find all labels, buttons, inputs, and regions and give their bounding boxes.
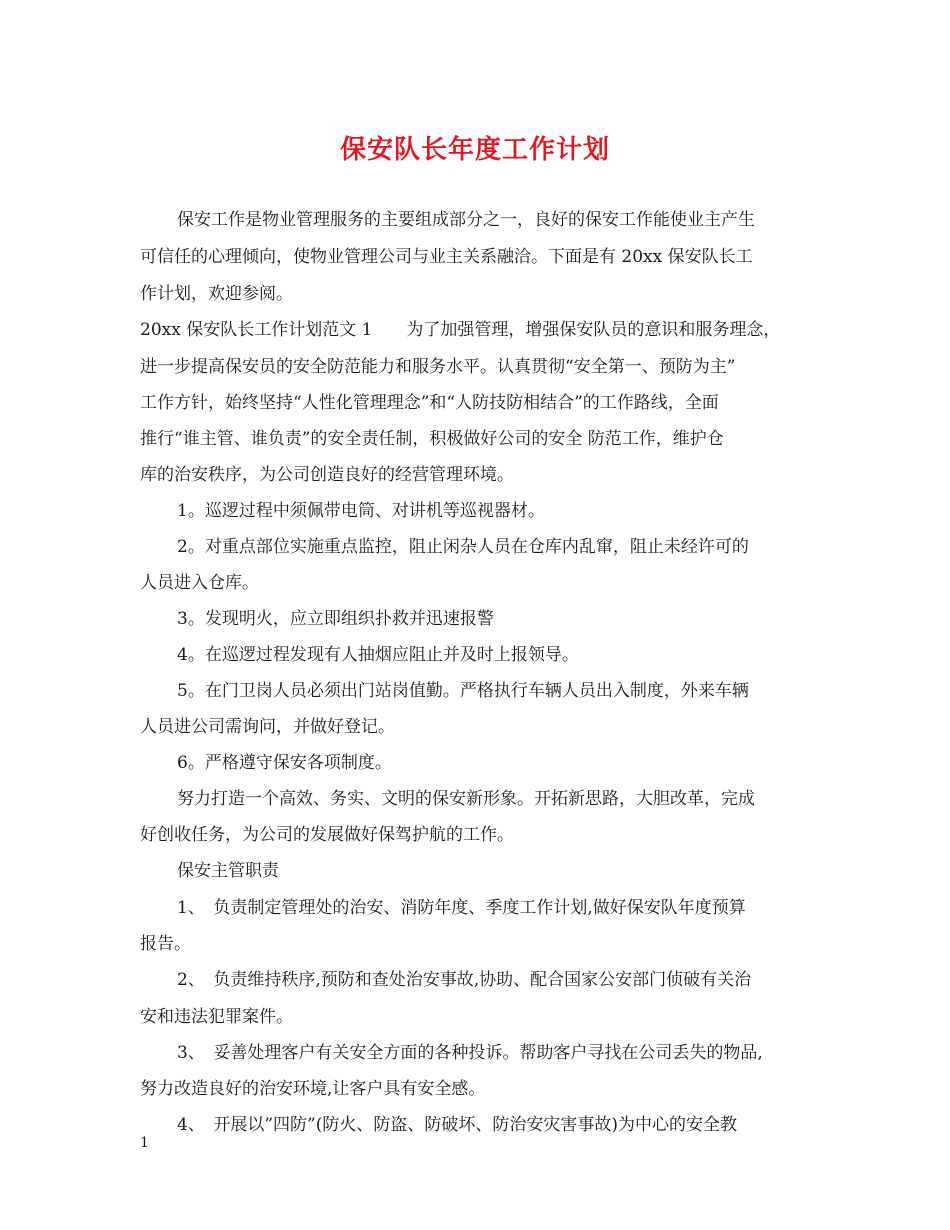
list-item: 6。严格遵守保安各项制度。 <box>177 753 392 773</box>
text-line: 推行“谁主管、谁负责”的安全责任制，积极做好公司的安全 防范工作，维护仓 <box>140 429 724 449</box>
text-line: 人员进入仓库。 <box>140 573 259 593</box>
list-item: 1。巡逻过程中须佩带电筒、对讲机等巡视器材。 <box>177 501 545 521</box>
page-number: 1 <box>140 1135 149 1151</box>
section-heading: 保安主管职责 <box>177 861 279 881</box>
document-title: 保安队长年度工作计划 <box>339 135 610 165</box>
list-item: 5。在门卫岗人员必须出门站岗值勤。严格执行车辆人员出入制度，外来车辆 <box>177 681 749 701</box>
text-line: 库的治安秩序，为公司创造良好的经营管理环境。 <box>140 465 514 485</box>
text-line: 安和违法犯罪案件。 <box>140 1007 293 1027</box>
text-line: 进一步提高保安员的安全防范能力和服务水平。认真贯彻“安全第一、预防为主” <box>140 357 736 377</box>
list-item: 3、 妥善处理客户有关安全方面的各种投诉。帮助客户寻找在公司丢失的物品, <box>177 1043 763 1063</box>
list-item: 4、 开展以”四防”(防火、防盗、防破坏、防治安灾害事故)为中心的安全教 <box>177 1115 737 1135</box>
text-line: 保安工作是物业管理服务的主要组成部分之一，良好的保安工作能使业主产生 <box>177 210 755 230</box>
list-item: 3。发现明火，应立即组织扑救并迅速报警 <box>177 609 494 629</box>
text-line: 努力打造一个高效、务实、文明的保安新形象。开拓新思路，大胆改革，完成 <box>177 789 755 809</box>
text-line: 作计划，欢迎参阅。 <box>140 284 293 304</box>
text-line: 工作方针，始终坚持“人性化管理理念”和“人防技防相结合”的工作路线，全面 <box>140 393 719 413</box>
text-line: 报告。 <box>140 934 191 954</box>
list-item: 2。对重点部位实施重点监控，阻止闲杂人员在仓库内乱窜，阻止未经许可的 <box>177 537 749 557</box>
list-item: 2、 负责维持秩序,预防和查处治安事故,协助、配合国家公安部门侦破有关治 <box>177 970 752 990</box>
text-line: 可信任的心理倾向，使物业管理公司与业主关系融洽。下面是有 20xx 保安队长工 <box>140 247 753 267</box>
list-item: 4。在巡逻过程发现有人抽烟应阻止并及时上报领导。 <box>177 645 579 665</box>
text-line: 20xx 保安队长工作计划范文 1 为了加强管理，增强保安队员的意识和服务理念， <box>140 320 781 340</box>
list-item: 1、 负责制定管理处的治安、消防年度、季度工作计划,做好保安队年度预算 <box>177 898 746 918</box>
text-line: 好创收任务，为公司的发展做好保驾护航的工作。 <box>140 825 514 845</box>
text-line: 人员进公司需询问，并做好登记。 <box>140 717 395 737</box>
text-line: 努力改造良好的治安环境,让客户具有安全感。 <box>140 1079 486 1099</box>
